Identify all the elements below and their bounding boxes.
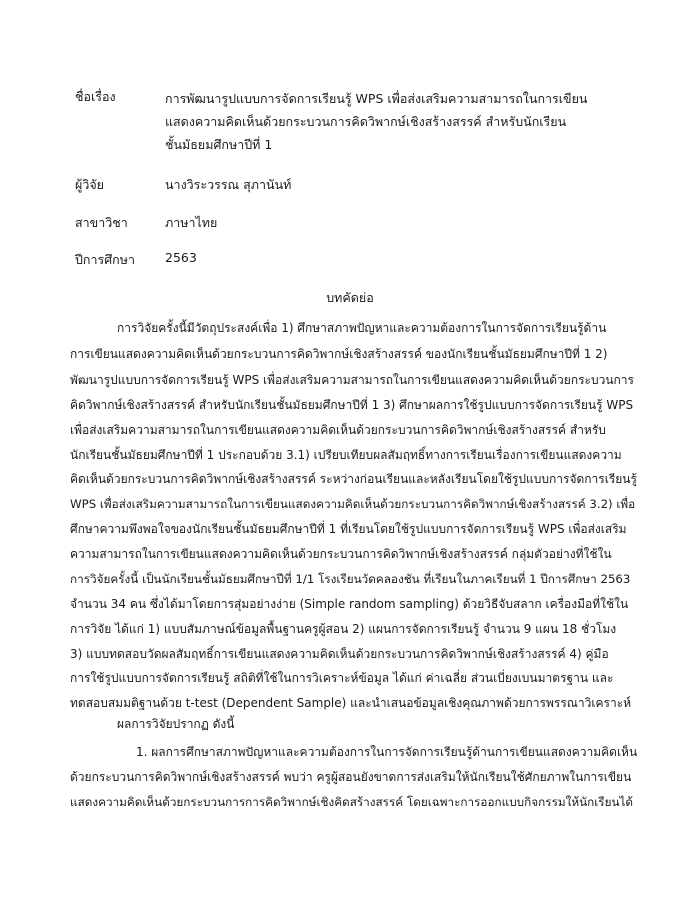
abstract-line: ทดสอบสมมติฐานด้วย t-test (Dependent Sample) และนำเสนอข้อมูลเชิงคุณภาพด้วยการพรรณาวิเคราะห์ [70, 696, 632, 710]
researcher-label: ผู้วิจัย [75, 177, 104, 192]
abstract-line: การวิจัยครั้งนี้มีวัตถุประสงค์เพื่อ 1) ศึกษาสภาพปัญหาและความต้องการในการจัดการเรียนรู้ด้าน [117, 321, 607, 335]
title-line-3: ชั้นมัธยมศึกษาปีที่ 1 [165, 137, 273, 152]
abstract-line: WPS เพื่อส่งเสริมความสามารถในการเขียนแสดงความคิดเห็นด้วยกระบวนการคิดวิพากษ์เชิงสร้างสรรค์ 3.2) เพื่อ [70, 497, 636, 511]
title-line-1: การพัฒนารูปแบบการจัดการเรียนรู้ WPS เพื่อส่งเสริมความสามารถในการเขียน [165, 91, 588, 106]
abstract-line: การเขียนแสดงความคิดเห็นด้วยกระบวนการคิดวิพากษ์เชิงสร้างสรรค์ ของนักเรียนชั้นมัธยมศึกษาปีที่ 1 2) [70, 347, 608, 361]
abstract-line: คิดเห็นด้วยกระบวนการคิดวิพากษ์เชิงสร้างสรรค์ ระหว่างก่อนเรียนและหลังเรียนโดยใช้รูปแบบการจัดการเรียนรู้ [70, 472, 637, 486]
abstract-line: การวิจัยครั้งนี้ เป็นนักเรียนชั้นมัธยมศึกษาปีที่ 1/1 โรงเรียนวัดคลองชัน ที่เรียนในภาคเรียนที่ 1 ปีการศึกษา 2563 [70, 572, 631, 586]
abstract-line: การวิจัย ได้แก่ 1) แบบสัมภาษณ์ข้อมูลพื้นฐานครูผู้สอน 2) แผนการจัดการเรียนรู้ จำนวน 9 แผน 18 ชั่วโมง [70, 622, 617, 636]
abstract-line: แสดงความคิดเห็นด้วยกระบวนการการคิดวิพากษ์เชิงคิดสร้างสรรค์ โดยเฉพาะการออกแบบกิจกรรมให้นักเรียนได้ [70, 795, 634, 809]
abstract-line: นักเรียนชั้นมัธยมศึกษาปีที่ 1 ประกอบด้วย 3.1) เปรียบเทียบผลสัมฤทธิ์ทางการเรียนเรื่องการเขียนแสดงความ [70, 448, 622, 462]
field-value: ภาษาไทย [165, 215, 218, 230]
abstract-line: เพื่อส่งเสริมความสามารถในการเขียนแสดงความคิดเห็นด้วยกระบวนการคิดวิพากษ์เชิงสร้างสรรค์ สำหรับ [70, 423, 606, 437]
year-label: ปีการศึกษา [75, 252, 135, 267]
title-line-2: แสดงความคิดเห็นด้วยกระบวนการคิดวิพากษ์เชิงสร้างสรรค์ สำหรับนักเรียน [165, 114, 567, 129]
abstract-line: คิดวิพากษ์เชิงสร้างสรรค์ สำหรับนักเรียนชั้นมัธยมศึกษาปีที่ 1 3) ศึกษาผลการใช้รูปแบบการจัดการเรียนรู้ WPS [70, 398, 634, 412]
abstract-line: ด้วยกระบวนการคิดวิพากษ์เชิงสร้างสรรค์ พบว่า ครูผู้สอนยังขาดการส่งเสริมให้นักเรียนใช้ศักยภาพในการเขียน [70, 770, 632, 784]
abstract-line: ผลการวิจัยปรากฏ ดังนี้ [117, 717, 235, 731]
abstract-line: พัฒนารูปแบบการจัดการเรียนรู้ WPS เพื่อส่งเสริมความสามารถในการเขียนแสดงความคิดเห็นด้วยกระบวนการ [70, 373, 634, 387]
year-value: 2563 [165, 250, 197, 265]
abstract-line: 1. ผลการศึกษาสภาพปัญหาและความต้องการในการจัดการเรียนรู้ด้านการเขียนแสดงความคิดเห็น [136, 745, 638, 759]
field-label: สาขาวิชา [75, 215, 128, 230]
title-label: ชื่อเรื่อง [75, 89, 116, 104]
abstract-line: ศึกษาความพึงพอใจของนักเรียนชั้นมัธยมศึกษาปีที่ 1 ที่เรียนโดยใช้รูปแบบการจัดการเรียนรู้ WPS เพื่อส่งเสริม [70, 522, 627, 536]
abstract-line: ความสามารถในการเขียนแสดงความคิดเห็นด้วยกระบวนการคิดวิพากษ์เชิงสร้างสรรค์ กลุ่มตัวอย่างที่ใช้ใน [70, 547, 612, 561]
abstract-line: การใช้รูปแบบการจัดการเรียนรู้ สถิติที่ใช้ในการวิเคราะห์ข้อมูล ได้แก่ ค่าเฉลี่ย ส่วนเบี่ยงเบนมาตรฐาน และ [70, 671, 614, 685]
abstract-heading: บทคัดย่อ [326, 290, 374, 305]
title-value [165, 87, 635, 156]
researcher-value: นางวิระวรรณ สุภานันท์ [165, 177, 292, 192]
abstract-line: 3) แบบทดสอบวัดผลสัมฤทธิ์การเขียนแสดงความคิดเห็นด้วยกระบวนการคิดวิพากษ์เชิงสร้างสรรค์ 4) คู่มือ [70, 647, 609, 661]
abstract-line: จำนวน 34 คน ซึ่งได้มาโดยการสุ่มอย่างง่าย (Simple random sampling) ด้วยวิธีจับสลาก เครื่องมือที่ใช้ใน [70, 597, 629, 611]
